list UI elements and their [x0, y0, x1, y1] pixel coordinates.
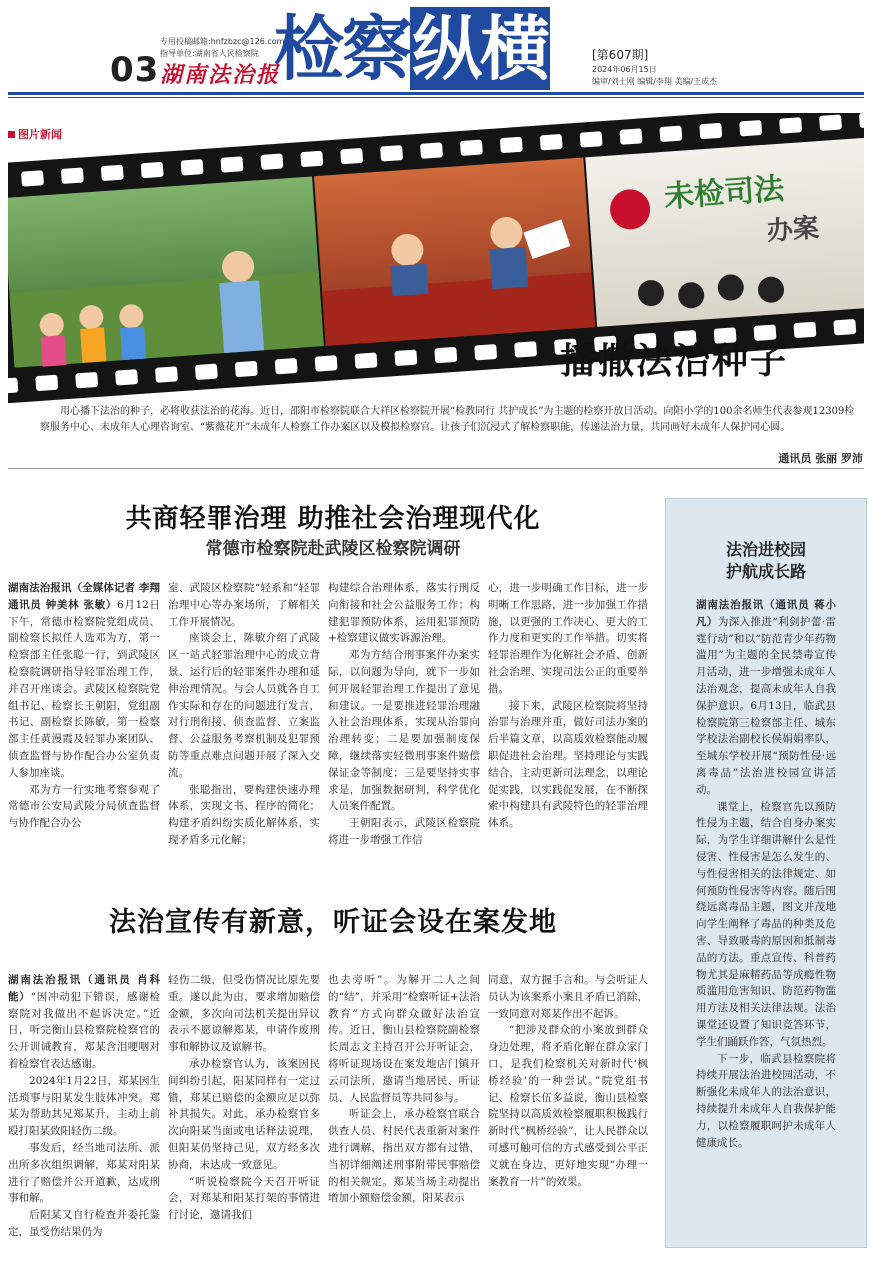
- article2-column-2: [168, 972, 320, 1244]
- sidebar-body: [696, 597, 836, 1237]
- article2-title: 法治宣传有新意，听证会设在案发地: [109, 907, 557, 938]
- photo-news-title: 播撒法治种子: [560, 340, 789, 382]
- masthead-part-a: 检察: [274, 7, 410, 90]
- article1-subtitle: 常德市检察院赴武陵区检察院调研: [205, 539, 461, 559]
- article2-paragraph: “把涉及群众的小案放到群众身边处理，将矛盾化解在群众家门口，是我们检察机关对新时代‘枫桥经验’的一种尝试。”院党组书记、检察长伍多益说，衡山县检察院坚持以高质效检察履职积极践行新时代“枫桥经验”，让人民群众以可感可触可信的方式感受到公平正义就在身边，更好地实现“办理一案教育一片”的效果。: [488, 1024, 648, 1188]
- sidebar-paragraph: 下一步，临武县检察院将持续开展法治进校园活动，不断强化未成年人的法治意识，持续提升未成年人自我保护能力，以检察履职呵护未成年人健康成长。: [696, 1052, 836, 1149]
- article2-column-1: [8, 972, 160, 1244]
- header-info: [592, 64, 717, 88]
- article1-paragraph: 邓为方结合刑事案件办案实际，以问题为导向，就下一步如何开展轻罪治理工作提出了意见和建议。一是要推进轻罪治理融入社会治理体系，实现从治罪向治理转变；二是要加强制度保障，继续落实轻微刑事案件赔偿保证金等制度；三是要坚持实事求是，加强数据研判，科学优化人员案件配置。: [328, 649, 480, 813]
- article2-paragraph: 后阳某又自行检查并委托鉴定，虽受伤结果仍为: [8, 1209, 160, 1238]
- article2-paragraph: 轻伤二级，但受伤情况比原先要重。遂以此为由，要求增加赔偿金额，多次向司法机关提出异议表示不愿谅解郑某，申请作废刑事和解协议及谅解书。: [168, 974, 320, 1054]
- sidebar-article: [665, 498, 867, 1248]
- banner-text-1: 未检司法: [663, 171, 786, 215]
- article2-column-4: [488, 972, 648, 1244]
- article1-paragraph: 座谈会上，陈敏介绍了武陵区一站式轻罪治理中心的成立背景、运行后的轻罪案件办理和延伸治理情况。与会人员就各自工作实际和存在的问题进行发言，对行刑衔接、侦查监督、立案监督、公益服务考察机制及犯罪预防等重点难点问题开展了深入交流。: [168, 632, 320, 779]
- header-rule: [8, 92, 864, 95]
- article2-paragraph: 听证会上，承办检察官联合供查人员、村民代表重新对案件进行调解，指出双方都有过错，当初详细阐述刑事附带民事赔偿的相关规定。郑某当场主动提出增加小额赔偿金额，阳某表示: [328, 1108, 480, 1205]
- article1-paragraph: 心，进一步明确工作目标，进一步明晰工作思路，进一步加强工作措施，以更强的工作决心、更大的工作力度和更实的工作举措。切实将轻罪治理作为化解社会矛盾、创新社会治理、实现司法公正的重要举措。: [488, 582, 648, 695]
- editor-credits: 编审/刘士刚 编辑/李翔 美编/王成杰: [592, 77, 718, 86]
- article1-paragraph: 王朝阳表示，武陵区检察院将进一步增强工作信: [328, 817, 480, 846]
- sidebar-title-line-2: 护航成长路: [725, 562, 806, 581]
- masthead-part-b: 纵横: [412, 7, 548, 90]
- article1-column-3: [328, 580, 480, 880]
- photo-reporter: 通讯员 张丽 罗沛: [778, 452, 863, 465]
- article2-byline: 湖南法治报讯（通讯员 肖科能）: [8, 974, 160, 1003]
- contact-info: [160, 36, 284, 60]
- masthead: [274, 8, 550, 90]
- article1-column-1: [8, 580, 160, 880]
- article1-paragraph: 构建综合治理体系，落实行刑反向衔接和社会公益服务工作；构建犯罪预防体系，运用犯罪预防+检察建议做实诉源治理。: [328, 582, 480, 645]
- article1-paragraph: 邓为方一行实地考察参观了常德市公安局武陵分局侦查监督与协作配合办公: [8, 783, 160, 830]
- article2-paragraph: 承办检察官认为，该案因民间纠纷引起，阳某同样有一定过错，郑某已赔偿的金额应足以弥补其损失。对此，承办检察官多次向阳某当面或电话释法说理，但阳某仍坚持己见，双方经多次协商，未达成一致意见。: [168, 1057, 320, 1171]
- publish-date: 2024年06月15日: [592, 65, 657, 74]
- guidance-unit: 指导单位:湖南省人民检察院: [160, 49, 259, 58]
- article2-column-3: [328, 972, 480, 1244]
- article1-paragraph: 接下来，武陵区检察院将坚持治罪与治理并重，做好司法办案的后半篇文章，以高质效检察能动履职促进社会治理。坚持理论与实践结合，主动更新司法理念，以理论促实践，以实践促发展，在不断探索中构建具有武陵特色的轻罪治理体系。: [488, 699, 648, 830]
- article1-paragraph: 张聪指出，要构建快速办理体系，实现文书、程序的简化；构建矛盾纠纷实质化解体系，实现矛盾多元化解；: [168, 783, 320, 846]
- page-number: 03: [110, 50, 160, 90]
- sidebar-paragraph: 课堂上，检察官先以预防性侵为主题，结合自身办案实际，为学生详细讲解什么是性侵害、性侵害是怎么发生的、与性侵害相关的法律规定、如何预防性侵害等内容。随后围绕远离毒品主题，图文并茂地向学生阐释了毒品的种类及危害、导致吸毒的原因和抵制毒品的方法。重点宣传、科普药物尤其是麻精药品等成瘾性物质滥用危害知识、防范药物滥用方法及相关法律法规。法治课堂还设置了知识竞答环节，学生们踊跃作答，气氛热烈。: [696, 800, 836, 1048]
- article1-byline: 湖南法治报讯（全媒体记者 李翔 通讯员 钟美林 张敏）: [8, 582, 160, 611]
- article2-paragraph: 也去旁听”。为解开二人之间的“结”，并采用“检察听证+法治教育”方式向群众做好法治宣传。近日，衡山县检察院副检察长周志文主持召开公开听证会，将听证现场设在案发地店门镇开云司法所，邀请当地居民、听证员、人民监督员等共同参与。: [328, 974, 480, 1104]
- header-rule-red: [8, 97, 864, 98]
- article1-paragraph: 室、武陵区检察院“轻系和”轻罪治理中心等办案场所，了解相关工作开展情况。: [168, 582, 320, 628]
- sidebar-title-line-1: 法治进校园: [725, 540, 806, 559]
- article2-paragraph: 2024年1月22日，郑某因生活琐事与阳某发生肢体冲突。郑某为帮助其兄郑某升，主动上前殴打阳某致阳轻伤二级。: [8, 1074, 160, 1138]
- newspaper-logo: 湖南法治报: [160, 62, 281, 88]
- banner-text-2: 办案: [765, 213, 820, 247]
- section-divider: [8, 468, 864, 469]
- article1-column-2: [168, 580, 320, 880]
- article2-paragraph: 同意，双方握手言和。与会听证人员认为该案系小案且矛盾已消除，一致同意对郑某作出不起诉。: [488, 974, 648, 1020]
- article2-lead: “因冲动犯下错误，感谢检察院对我做出不起诉决定。”近日，听完衡山县检察院检察官的公开训诫教育，郑某含泪哽咽对着检察官表达感谢。: [8, 990, 160, 1070]
- contact-email: 专用投稿邮箱:hnfzbzc@126.com: [160, 37, 285, 46]
- issue-number: [第607期]: [592, 48, 649, 62]
- sidebar-byline: 湖南法治报讯（通讯员 蒋小凡）: [696, 599, 836, 628]
- photo-caption: 用心播下法治的种子，必将收获法治的花海。近日，邵阳市检察院联合大祥区检察院开展“检教同行 共护成长”为主题的检察开放日活动。向阳小学的100余名师生代表参观12309检察服务中心、未成年人心理咨询室、“紫薇花开”未成年人检察工作办案区以及模拟检察官。让孩子们沉浸式了解检察职能，传递法治力量，共同画好未成年人保护同心圆。: [40, 406, 855, 433]
- sidebar-title: [666, 539, 866, 583]
- article1-title: 共商轻罪治理 助推社会治理现代化: [125, 504, 541, 534]
- article1-column-4: [488, 580, 648, 880]
- article2-paragraph: “听说检察院今天召开听证会，对郑某和阳某打架的事情进行讨论，邀请我们: [168, 1175, 320, 1222]
- article1-lead: 6月12日下午，常德市检察院党组成员、副检察长拟任人选邓为方，第一检察部主任张聪一行，到武陵区检察院调研指导轻罪治理工作，并召开座谈会。武陵区检察院党组书记、检察长王朝阳，党组副书记、副检察长陈敏，第一检察部主任黄漫霞及轻罪办案团队、侦查监督与协作配合办公室负责人参加座谈。: [8, 598, 160, 779]
- article2-paragraph: 事发后，经当地司法所、派出所多次组织调解，郑某对阳某进行了赔偿并公开道歉，达成刑事和解。: [8, 1141, 160, 1205]
- sidebar-lead: 为深入推进“利剑护蕾·雷霆行动”和以“防范青少年药物滥用”为主题的全民禁毒宣传月活动，进一步增强未成年人法治观念，提高未成年人自我保护意识。6月13日，临武县检察院第三检察部主任、城东学校法治副校长侯娟娟率队，至城东学校开展“预防性侵·远离毒品”法治进校园宣讲活动。: [696, 615, 836, 796]
- section-tag: 图片新闻: [8, 126, 62, 142]
